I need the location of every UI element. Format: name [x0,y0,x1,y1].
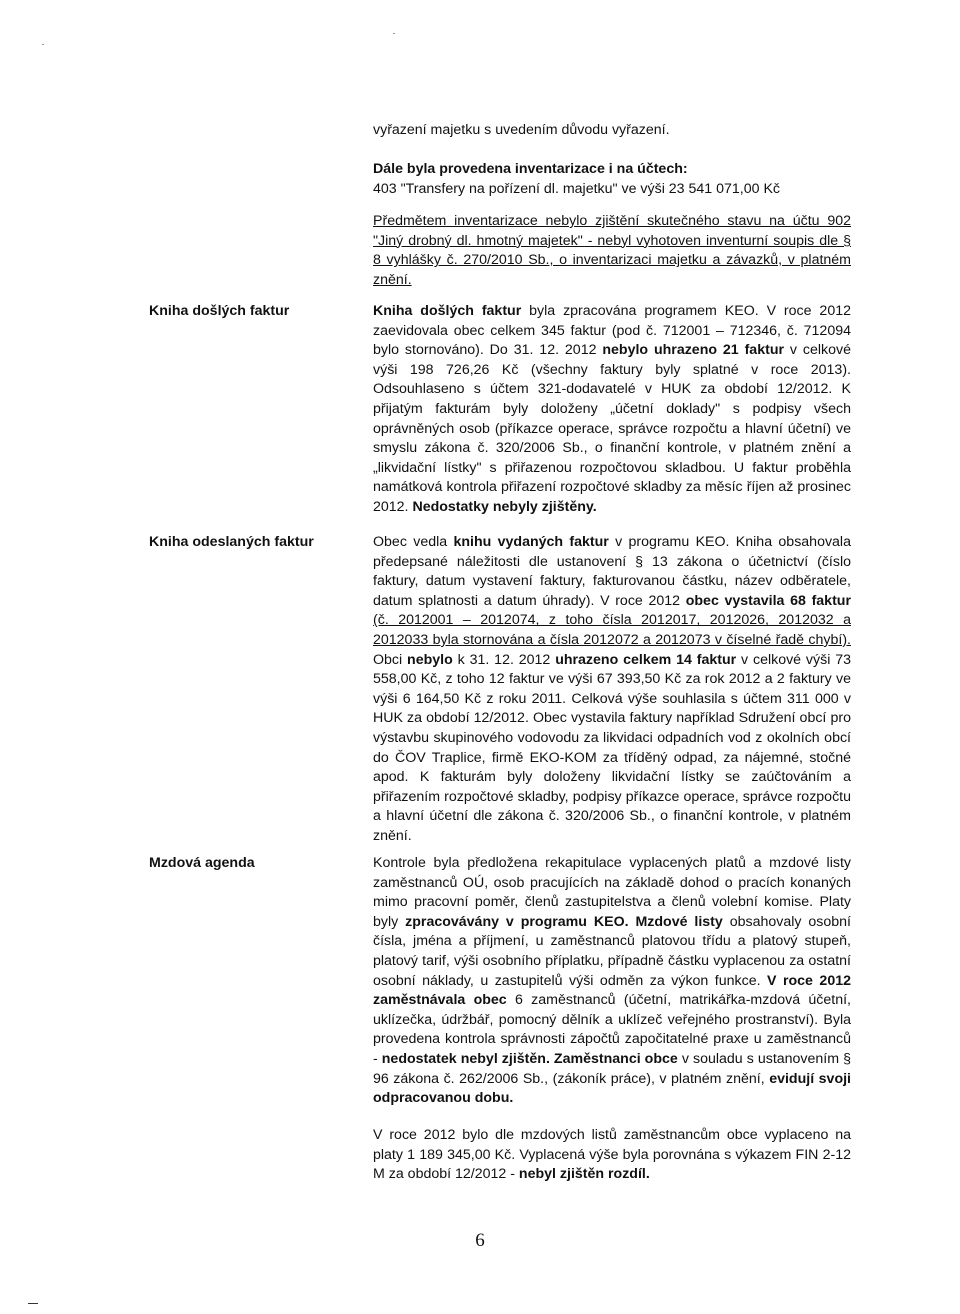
inventory-finding [373,212,851,290]
section-issued-invoices [373,533,851,847]
section-label-issued-invoices: Kniha odeslaných faktur [149,534,314,550]
issued-invoices-text: Obec vedla knihu vydaných faktur v programu KEO. Kniha obsahovala předepsané náležitosti dle ustanovení § 13 zákona o účetnictví (číslo faktury, datum vystavení faktury, fakturovanou částku, název odběratele, datum splatnosti a datum úhrady). V roce 2012 obec vystavila 68 faktur (č. 2012001 – 2012074, z toho čísla 2012017, 2012026, 2012032 a 2012033 byla stornována a čísla 2012072 a 2012073 v číselné řadě chybí). Obci nebylo k 31. 12. 2012 uhrazeno celkem 14 faktur v celkové výši 73 558,00 Kč, z toho 12 faktur ve výši 67 393,50 Kč za rok 2012 a 2 faktury ve výši 6 164,50 Kč z roku 2011. Celková výše souhlasila s účtem 311 000 v HUK za období 12/2012. Obec vystavila faktury například Sdružení obcí pro výstavbu skupinového vodovodu za likvidaci odpadních vod z okolních obcí do ČOV Traplice, firmě EKO-KOM za tříděný odpad, za nájemné, stočné apod. K fakturám byly doloženy likvidační lístky se zaúčtováním a přiřazením rozpočtové skladby, podpisy příkazce operace, správce rozpočtu a hlavní účetní dle zákona č. 320/2006 Sb., o finanční kontrole, v platném znění. [373,534,852,844]
intro-line-1: vyřazení majetku s uvedením důvodu vyřazení. [373,122,670,138]
payroll-summary [373,1126,851,1185]
page-number: 6 [475,1230,485,1251]
accounts-heading: Dále byla provedena inventarizace i na účtech: [373,161,688,177]
received-invoices-text: Kniha došlých faktur byla zpracována programem KEO. V roce 2012 zaevidovala obec celkem 345 faktur (pod č. 712001 – 712346, č. 712094 bylo stornováno). Do 31. 12. 2012 nebylo uhrazeno 21 faktur v celkové výši 198 726,26 Kč (všechny faktury byly splatné v roce 2013). Odsouhlaseno s účtem 321-dodavatelé v HUK za období 12/2012. K přijatým fakturám byly doloženy „účetní doklady" s podpisy všech oprávněných osob (příkazce operace, správce rozpočtu a hlavní účetní) ve smyslu zákona č. 320/2006 Sb., o finanční kontrole, v platném znění a „likvidační lístky" s přiřazenou rozpočtovou skladbou. U faktur proběhla namátková kontrola přiřazení rozpočtové skladby za měsíc říjen až prosinec 2012. Nedostatky nebyly zjištěny. [373,303,851,515]
section-label-payroll: Mzdová agenda [149,855,255,871]
scan-speck [42,44,44,45]
payroll-text: Kontrole byla předložena rekapitulace vyplacených platů a mzdové listy zaměstnanců OÚ, osob pracujících na základě dohod o pracích konaných mimo pracovní poměr, členů zastupitelstva a členů volební komise. Platy byly zpracovávány v programu KEO. Mzdové listy obsahovaly osobní čísla, jména a příjmení, u zaměstnanců platovou třídu a platový stupeň, platový tarif, výši osobního příplatku, případně částku vyplacenou za ostatní osobní náklady, u zastupitelů výši odměn za výkon funkce. V roce 2012 zaměstnávala obec 6 zaměstnanců (účetní, matrikářka-mzdová účetní, uklízečka, údržbář, pomocný dělník a uklízeč veřejného prostranství). Byla provedena kontrola správnosti zápočtů započitatelné praxe u zaměstnanců - nedostatek nebyl zjištěn. Zaměstnanci obce v souladu s ustanovením § 96 zákona č. 262/2006 Sb., (zákoník práce), v platném znění, evidují svoji odpracovanou dobu. [373,855,852,1107]
accounts-inventory-block [373,160,851,199]
section-received-invoices [373,302,851,518]
scan-speck [393,33,395,34]
section-label-received-invoices: Kniha došlých faktur [149,303,290,319]
payroll-summary-text: V roce 2012 bylo dle mzdových listů zaměstnancům obce vyplaceno na platy 1 189 345,00 Kč. Vyplacená výše byla porovnána s výkazem FIN 2-12 M za období 12/2012 - nebyl zjištěn rozdíl. [373,1127,851,1183]
scan-artifact-line [28,1303,38,1304]
section-payroll [373,854,851,1109]
inventory-finding-text: Předmětem inventarizace nebylo zjištění skutečného stavu na účtu 902 "Jiný drobný dl. hmotný majetek" - nebyl vyhotoven inventurní soupis dle § 8 vyhlášky č. 270/2010 Sb., o inventarizaci majetku a závazků, v platném znění. [373,213,851,288]
transfer-account-line: 403 "Transfery na pořízení dl. majetku" ve výši 23 541 071,00 Kč [373,180,781,197]
